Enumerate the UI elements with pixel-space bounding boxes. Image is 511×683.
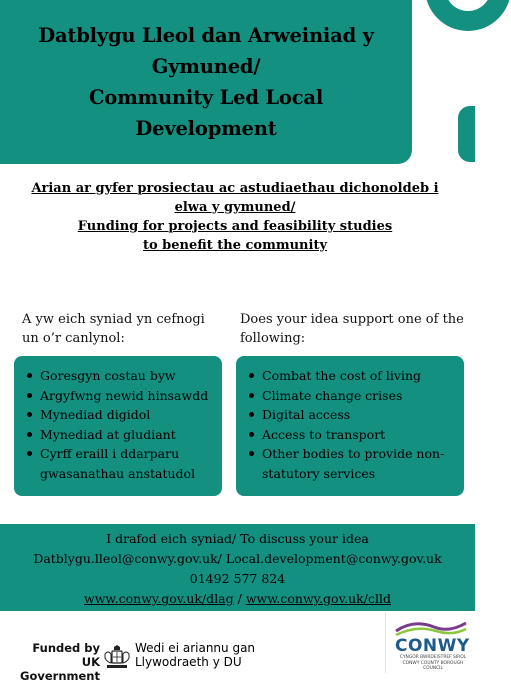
- question-english: [240, 310, 465, 348]
- funded-by-english: [6, 641, 100, 683]
- subtitle-line2: elwa y gymuned/: [174, 200, 296, 215]
- funded-cy-line2: Llywodraeth y DU: [135, 655, 242, 669]
- funded-en-line2: UK Government: [20, 655, 100, 683]
- decorative-tab: [458, 106, 475, 162]
- list-item: Combat the cost of living: [246, 366, 454, 386]
- funded-cy-line1: Wedi ei ariannu gan: [135, 641, 256, 655]
- list-item: Climate change crises: [246, 386, 454, 406]
- list-item: Argyfwng newid hinsawdd: [24, 386, 212, 406]
- list-item: Other bodies to provide non-statutory services: [246, 444, 454, 483]
- contact-emails[interactable]: Datblygu.lleol@conwy.gov.uk/ Local.development@conwy.gov.uk: [33, 551, 442, 566]
- header-title-line3: Community Led Local Development: [88, 86, 324, 140]
- list-item: Cyrff eraill i ddarparu gwasanathau anstatudol: [24, 444, 212, 483]
- website-link-welsh[interactable]: www.conwy.gov.uk/dlag: [84, 591, 234, 606]
- contact-phone: 01492 577 824: [189, 571, 286, 586]
- royal-crest-icon: [103, 644, 131, 670]
- website-link-english[interactable]: www.conwy.gov.uk/clld: [245, 591, 391, 606]
- question-english-line1: Does your idea support one of the: [240, 312, 464, 327]
- header-title-line2: Gymuned/: [151, 55, 261, 78]
- question-welsh-line1: A yw eich syniad yn cefnogi: [22, 312, 205, 327]
- website-separator: /: [233, 591, 246, 606]
- funded-en-line1: Funded by: [32, 641, 100, 655]
- question-welsh-line2: un o’r canlynol:: [22, 331, 125, 346]
- list-item: Access to transport: [246, 425, 454, 445]
- question-english-line2: following:: [240, 331, 306, 346]
- decorative-ring: [425, 0, 475, 30]
- subtitle-line1: Arian ar gyfer prosiectau ac astudiaethau dichonoldeb i: [31, 181, 439, 196]
- conwy-subtext: CYNGOR BWRDEISTREF SIROL CONWY COUNTY BOROUGH COUNCIL: [399, 655, 467, 671]
- conwy-swoosh-icon: [394, 617, 468, 637]
- subtitle-line3: Funding for projects and feasibility studies: [77, 219, 393, 234]
- contact-panel: [0, 524, 475, 611]
- list-item: Mynediad at gludiant: [24, 425, 212, 445]
- header-banner: [0, 0, 412, 164]
- conwy-council-logo: [385, 612, 475, 673]
- subtitle-line4: to benefit the community: [142, 238, 328, 253]
- criteria-list-english: [236, 356, 464, 496]
- criteria-list-welsh: [14, 356, 222, 496]
- header-title-line1: Datblygu Lleol dan Arweiniad y: [38, 24, 374, 47]
- conwy-wordmark: CONWY: [395, 636, 470, 656]
- funding-subtitle: [20, 179, 450, 255]
- contact-intro: I drafod eich syniad/ To discuss your idea: [106, 531, 369, 546]
- contact-websites: [0, 589, 475, 609]
- funded-by-welsh: [135, 641, 255, 669]
- list-item: Digital access: [246, 405, 454, 425]
- list-item: Goresgyn costau byw: [24, 366, 212, 386]
- list-item: Mynediad digidol: [24, 405, 212, 425]
- question-welsh: [22, 310, 222, 348]
